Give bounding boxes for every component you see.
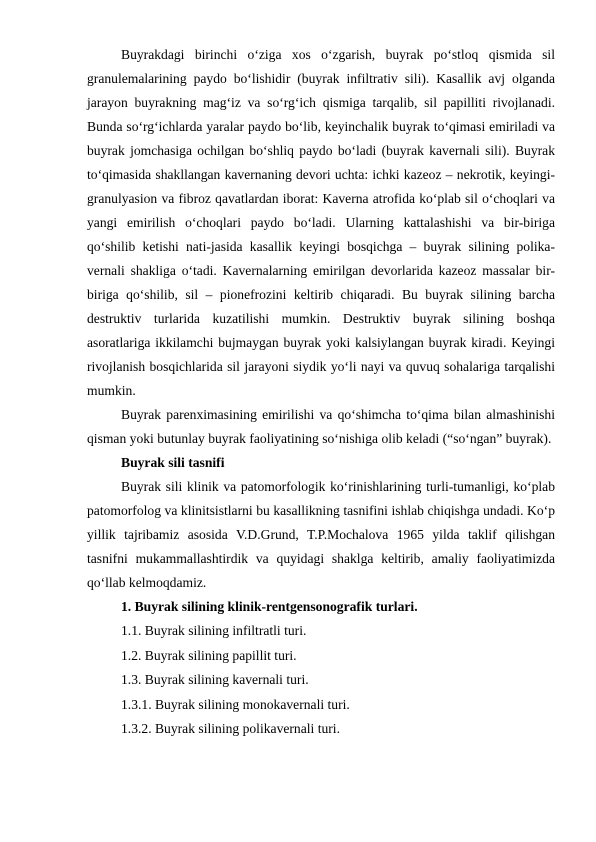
list-item: 1.3.2. Buyrak silining polikavernali turi. (121, 721, 340, 736)
list-item: 1.3.1. Buyrak silining monokavernali turi. (121, 696, 350, 712)
paragraph-intro: Buyrakdagi birinchi o‘ziga xos o‘zgarish, buyrak po‘stloq qismida sil granulemalarining paydo bo‘lishidir (buyrak infiltrativ sili). Kasallik avj olganda jarayon buyrakning mag‘iz va so‘rg‘ich qismiga tarqalib, sil papilliti rivojlanadi. Bunda so‘rg‘ichlarda yaralar paydo bo‘lib, keyinchalik buyrak to‘qimasi emiriladi va buyrak jomchasiga ochilgan bo‘shliq paydo bo‘ladi (buyrak kavernali sili). Buyrak to‘qimasida shakllangan kavernaning devori uchta: ichki kazeoz – nekrotik, keyingi- granulyasion va fibroz qavatlardan iborat: Kaverna atrofida ko‘plab sil o‘choqlari va yangi emirilish o‘choqlari paydo bo‘ladi. Ularning kattalashishi va bir-biriga qo‘shilib ketishi nati-jasida kasallik keyingi bosqichga – buyrak silining polika-vernali shakliga o‘tadi. Kavernalarning emirilgan devorlarida kazeoz massalar bir-biriga qo‘shilib, sil – pionefrozini keltirib chiqaradi. Bu buyrak silining barcha destruktiv turlarida kuzatilishi mumkin. Destruktiv buyrak silining boshqa asoratlariga ikkilamchi bujmaygan buyrak yoki kalsiylangan buyrak kiradi. Keyingi rivojlanish bosqichlarida sil jarayoni siydik yo‘li nayi va quvuq sohalariga tarqalishi mumkin. (87, 47, 555, 398)
list-item: 1.3. Buyrak silining kavernali turi. (121, 672, 309, 687)
list-item: 1.2. Buyrak silining papillit turi. (121, 647, 297, 663)
document-page (87, 43, 555, 742)
section-heading: Buyrak sili tasnifi (121, 455, 225, 470)
list-title: 1. Buyrak silining klinik-rentgensonografik turlari. (121, 599, 418, 614)
paragraph-classification: Buyrak sili klinik va patomorfologik ko‘rinishlarining turli-tumanligi, ko‘plab patomorfolog va klinitsistlarni bu kasallikning tasnifini ishlab chiqishga undadi. Ko‘p yillik tajribamiz asosida V.D.Grund, T.P.Mochalova 1965 yilda taklif qilishgan tasnifni mukammallashtirdik va quyidagi shaklga keltirib, amaliy faoliyatimizda qo‘llab kelmoqdamiz. (87, 479, 555, 590)
paragraph-destruction: Buyrak parenximasining emirilishi va qo‘shimcha to‘qima bilan almashinishi qisman yoki butunlay buyrak faoliyatining so‘nishiga olib keladi (“so‘ngan” buyrak). (87, 407, 555, 446)
list-item: 1.1. Buyrak silining infiltratli turi. (121, 623, 307, 638)
